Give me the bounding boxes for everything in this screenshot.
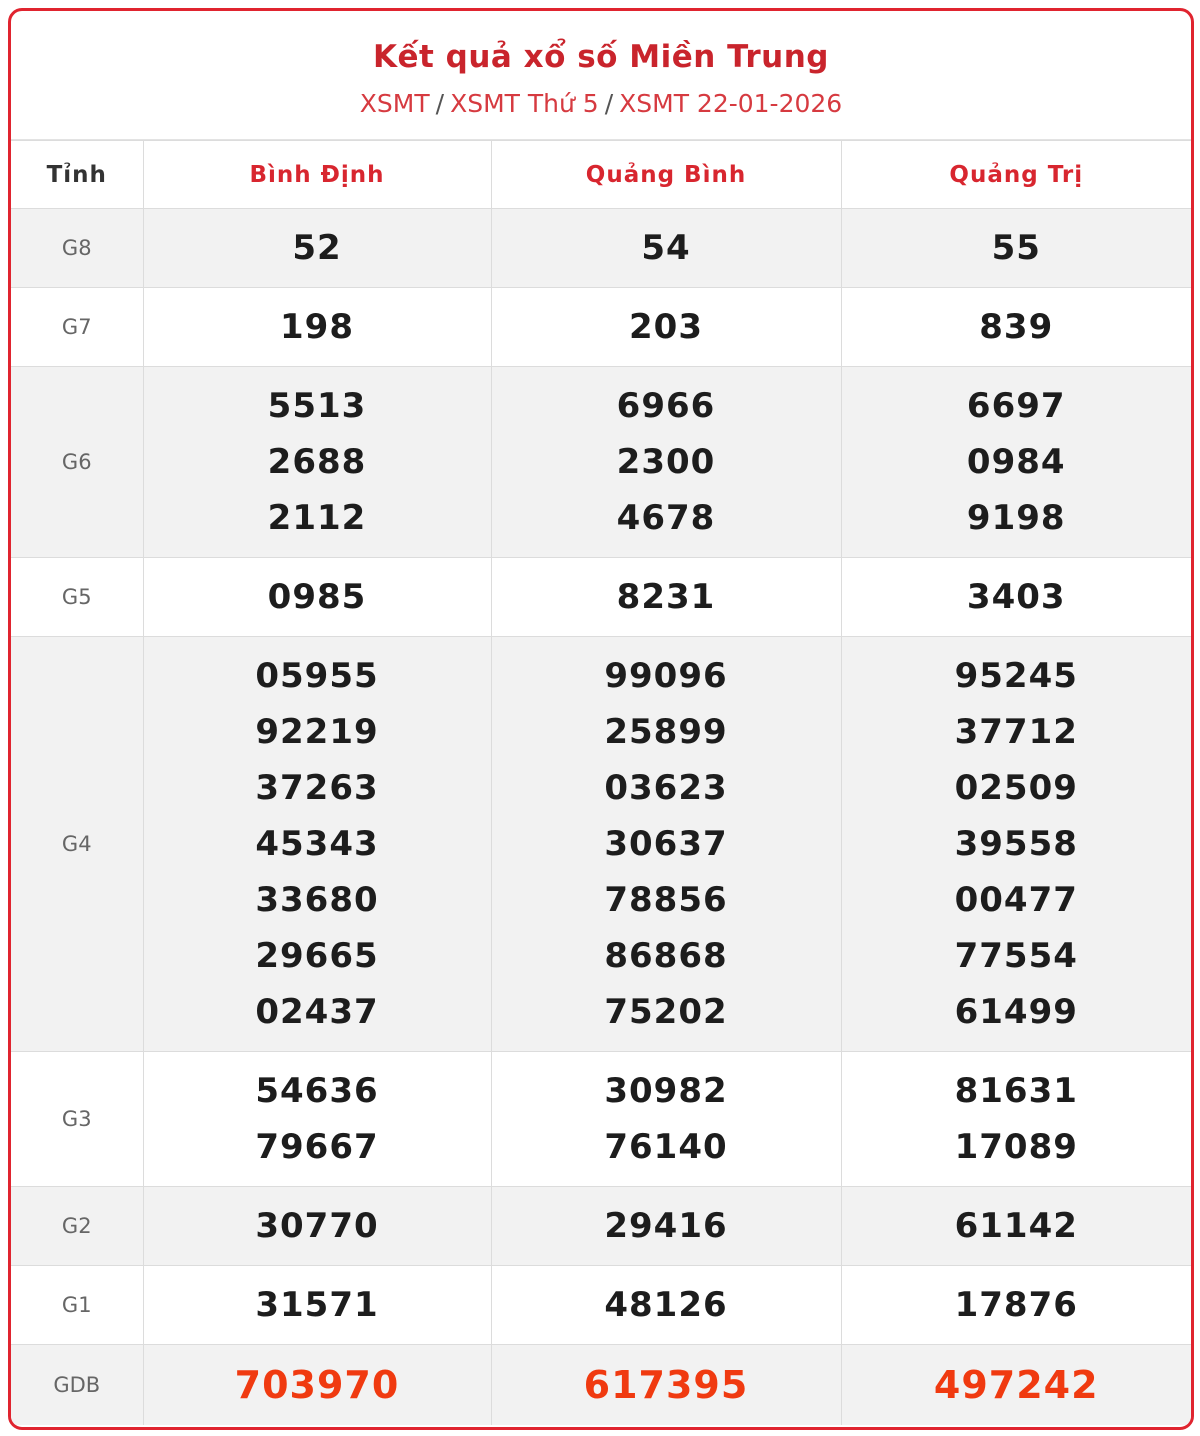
prize-number: 05955 [255, 656, 379, 696]
prize-number: 99096 [604, 656, 728, 696]
prize-number: 2300 [616, 442, 716, 482]
prize-row [11, 288, 1191, 367]
prize-number: 17089 [954, 1127, 1078, 1167]
prize-number: 9198 [966, 498, 1066, 538]
results-card [8, 8, 1194, 1430]
prize-row [11, 1345, 1191, 1426]
prize-cell [841, 1266, 1191, 1345]
prize-cell [143, 288, 491, 367]
prize-number: 31571 [255, 1285, 379, 1325]
prize-cell [491, 1052, 841, 1187]
prize-row [11, 1187, 1191, 1266]
prize-number: 45343 [255, 824, 379, 864]
table-header-row [11, 141, 1191, 209]
prize-number: 2688 [267, 442, 367, 482]
prize-label: G2 [11, 1187, 143, 1266]
breadcrumb [11, 89, 1191, 118]
prize-number: 30637 [604, 824, 728, 864]
prize-number: 02509 [954, 768, 1078, 808]
prize-cell [491, 558, 841, 637]
prize-number: 54 [641, 228, 691, 268]
prize-number: 30982 [604, 1071, 728, 1111]
prize-number: 37263 [255, 768, 379, 808]
prize-number: 76140 [604, 1127, 728, 1167]
prize-number: 6697 [966, 386, 1066, 426]
prize-label: G7 [11, 288, 143, 367]
column-header-province[interactable]: Quảng Bình [491, 141, 841, 209]
prize-number: 17876 [954, 1285, 1078, 1325]
prize-number: 30770 [255, 1206, 379, 1246]
special-prize-number: 703970 [234, 1363, 400, 1407]
prize-number: 81631 [954, 1071, 1078, 1111]
prize-cell [143, 1052, 491, 1187]
breadcrumb-link-date[interactable]: XSMT 22-01-2026 [619, 89, 843, 118]
prize-cell [143, 367, 491, 558]
breadcrumb-link-weekday[interactable]: XSMT Thứ 5 [450, 89, 599, 118]
prize-number: 3403 [966, 577, 1066, 617]
prize-cell [841, 558, 1191, 637]
prize-number: 839 [979, 307, 1054, 347]
prize-cell [491, 637, 841, 1052]
prize-number: 02437 [255, 992, 379, 1032]
prize-cell [841, 637, 1191, 1052]
prize-label: G3 [11, 1052, 143, 1187]
prize-cell [143, 209, 491, 288]
prize-number: 61499 [954, 992, 1078, 1032]
prize-label: G5 [11, 558, 143, 637]
prize-number: 92219 [255, 712, 379, 752]
prize-cell [841, 1187, 1191, 1266]
prize-cell [841, 1345, 1191, 1426]
prize-cell [841, 1052, 1191, 1187]
prize-number: 86868 [604, 936, 728, 976]
prize-number: 03623 [604, 768, 728, 808]
prize-row [11, 209, 1191, 288]
prize-cell [841, 288, 1191, 367]
prize-number: 95245 [954, 656, 1078, 696]
prize-number: 48126 [604, 1285, 728, 1325]
special-prize-number: 617395 [583, 1363, 749, 1407]
prize-number: 61142 [954, 1206, 1078, 1246]
prize-number: 8231 [616, 577, 716, 617]
results-table [11, 140, 1191, 1425]
prize-number: 2112 [267, 498, 367, 538]
prize-cell [143, 1345, 491, 1426]
prize-cell [143, 637, 491, 1052]
prize-label: G8 [11, 209, 143, 288]
prize-cell [491, 288, 841, 367]
prize-label: GDB [11, 1345, 143, 1426]
prize-cell [491, 209, 841, 288]
prize-number: 55 [991, 228, 1041, 268]
prize-number: 79667 [255, 1127, 379, 1167]
prize-row [11, 367, 1191, 558]
prize-number: 52 [292, 228, 342, 268]
prize-label: G1 [11, 1266, 143, 1345]
prize-number: 29416 [604, 1206, 728, 1246]
prize-cell [841, 367, 1191, 558]
prize-number: 77554 [954, 936, 1078, 976]
prize-number: 29665 [255, 936, 379, 976]
prize-cell [491, 1345, 841, 1426]
column-header-province[interactable]: Quảng Trị [841, 141, 1191, 209]
breadcrumb-separator: / [604, 89, 614, 118]
prize-number: 5513 [267, 386, 367, 426]
prize-number: 54636 [255, 1071, 379, 1111]
prize-number: 0984 [966, 442, 1066, 482]
column-header-province-label: Tỉnh [11, 141, 143, 209]
prize-row [11, 1052, 1191, 1187]
prize-row [11, 637, 1191, 1052]
breadcrumb-link-xsmt[interactable]: XSMT [359, 89, 430, 118]
prize-cell [491, 1266, 841, 1345]
prize-number: 4678 [616, 498, 716, 538]
prize-label: G6 [11, 367, 143, 558]
special-prize-number: 497242 [933, 1363, 1099, 1407]
prize-cell [143, 558, 491, 637]
prize-number: 78856 [604, 880, 728, 920]
column-header-province[interactable]: Bình Định [143, 141, 491, 209]
prize-row [11, 558, 1191, 637]
prize-number: 6966 [616, 386, 716, 426]
page-title: Kết quả xổ số Miền Trung [373, 39, 829, 75]
prize-label: G4 [11, 637, 143, 1052]
prize-number: 39558 [954, 824, 1078, 864]
prize-cell [143, 1266, 491, 1345]
prize-cell [491, 367, 841, 558]
prize-number: 25899 [604, 712, 728, 752]
breadcrumb-separator: / [435, 89, 445, 118]
prize-number: 00477 [954, 880, 1078, 920]
prize-cell [841, 209, 1191, 288]
prize-number: 198 [280, 307, 354, 347]
prize-number: 33680 [255, 880, 379, 920]
prize-cell [491, 1187, 841, 1266]
prize-number: 75202 [604, 992, 728, 1032]
card-header [11, 11, 1191, 140]
prize-number: 0985 [267, 577, 367, 617]
prize-number: 203 [629, 307, 703, 347]
prize-row [11, 1266, 1191, 1345]
prize-cell [143, 1187, 491, 1266]
prize-number: 37712 [954, 712, 1078, 752]
